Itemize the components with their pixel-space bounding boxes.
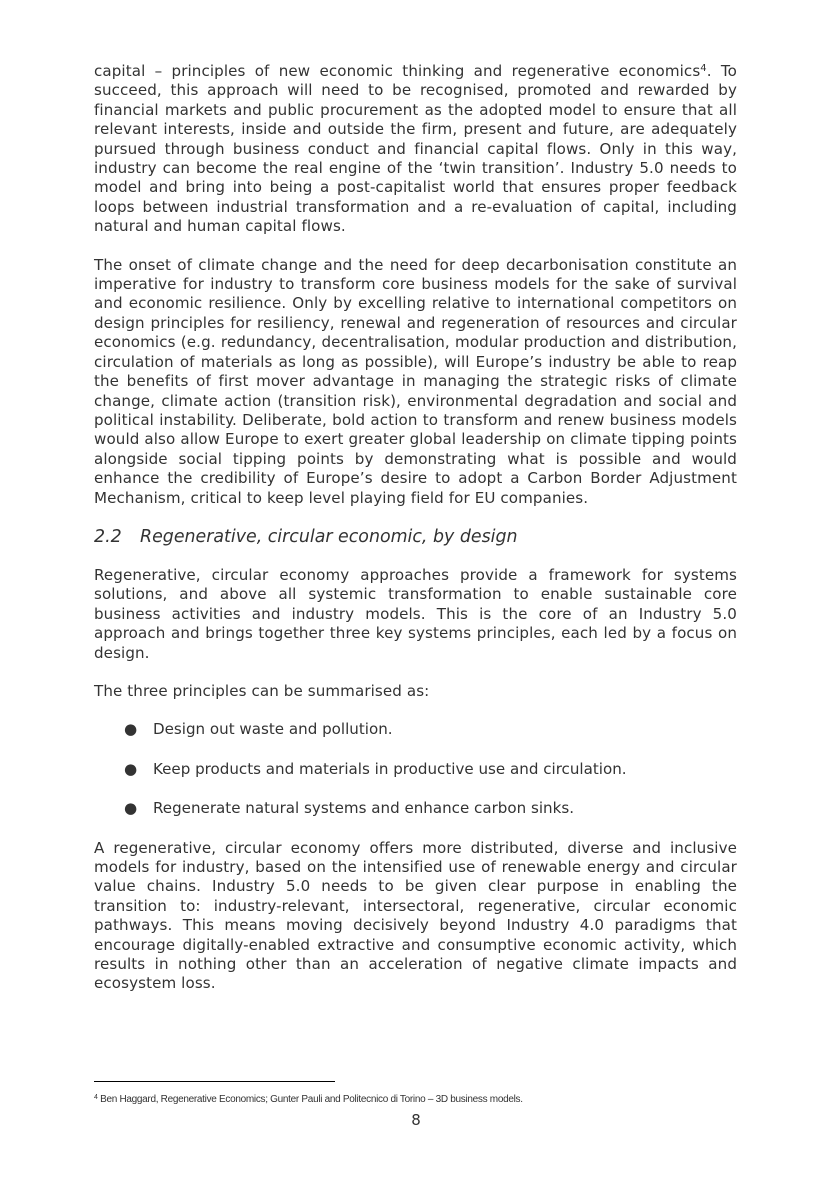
document-body	[94, 62, 737, 994]
paragraph-capital-text-start: capital – principles of new economic thinking and regenerative economics	[94, 62, 701, 80]
footnote-marker: 4	[94, 1094, 98, 1101]
paragraph-circular-economy: A regenerative, circular economy offers more distributed, diverse and inclusive models for industry, based on the intensified use of renewable energy and circular value chains. Industry 5.0 needs to be given clear purpose in enabling the transition to: industry-relevant, intersectoral, regenerative, circular economic pathways. This means moving decisively beyond Industry 4.0 paradigms that encourage digitally-enabled extractive and consumptive economic activity, which results in nothing other than an acceleration of negative climate impacts and ecosystem loss.	[94, 838, 737, 993]
list-item	[94, 720, 737, 739]
list-item-text: Design out waste and pollution.	[153, 720, 393, 739]
paragraph-climate-change: The onset of climate change and the need for deep decarbonisation constitute an imperative for industry to transform core business models for the sake of survival and economic resilience. Only by excelling relative to international competitors on design principles for resiliency, renewal and regeneration of resources and circular economics (e.g. redundancy, decentralisation, modular production and distribution, circulation of materials as long as possible), will Europe’s industry be able to reap the benefits of first mover advantage in managing the strategic risks of climate change, climate action (transition risk), environmental degradation and social and political instability. Deliberate, bold action to transform and renew business models would also allow Europe to exert greater global leadership on climate tipping points alongside social tipping points by demonstrating what is possible and would enhance the credibility of Europe’s desire to adopt a Carbon Border Adjustment Mechanism, critical to keep level playing field for EU companies.	[94, 255, 737, 507]
principles-list	[94, 720, 737, 818]
list-item	[94, 760, 737, 779]
list-item-text: Regenerate natural systems and enhance carbon sinks.	[153, 799, 575, 818]
footnote-text: Ben Haggard, Regenerative Economics; Gunter Pauli and Politecnico di Torino – 3D business models.	[97, 1094, 523, 1105]
paragraph-capital-text-end: . To succeed, this approach will need to be recognised, promoted and rewarded by financial markets and public procurement as the adopted model to ensure that all relevant interests, inside and outside the firm, present and future, are adequately pursued through business conduct and financial capital flows. Only in this way, industry can become the real engine of the ‘twin transition’. Industry 5.0 needs to model and bring into being a post-capitalist world that ensures proper feedback loops between industrial transformation and a re-evaluation of capital, including natural and human capital flows.	[94, 62, 737, 236]
footnote-reference[interactable]: 4	[700, 63, 707, 74]
footnote	[94, 1094, 794, 1105]
paragraph-capital	[94, 62, 737, 237]
section-number: 2.2	[94, 526, 122, 547]
paragraph-regenerative-approaches: Regenerative, circular economy approaches provide a framework for systems solutions, and above all systemic transformation to enable sustainable core business activities and industry models. This is the core of an Industry 5.0 approach and brings together three key systems principles, each led by a focus on design.	[94, 565, 737, 662]
list-item-text: Keep products and materials in productive use and circulation.	[153, 759, 627, 778]
bullet-icon: ●	[124, 720, 138, 739]
paragraph-principles-intro: The three principles can be summarised as:	[94, 681, 430, 700]
section-heading	[94, 526, 737, 548]
bullet-icon: ●	[124, 799, 138, 818]
section-title: Regenerative, circular economic, by design	[140, 526, 518, 547]
page-number: 8	[411, 1111, 421, 1129]
list-item	[94, 799, 737, 818]
footnote-divider	[94, 1081, 335, 1082]
bullet-icon: ●	[124, 759, 138, 778]
